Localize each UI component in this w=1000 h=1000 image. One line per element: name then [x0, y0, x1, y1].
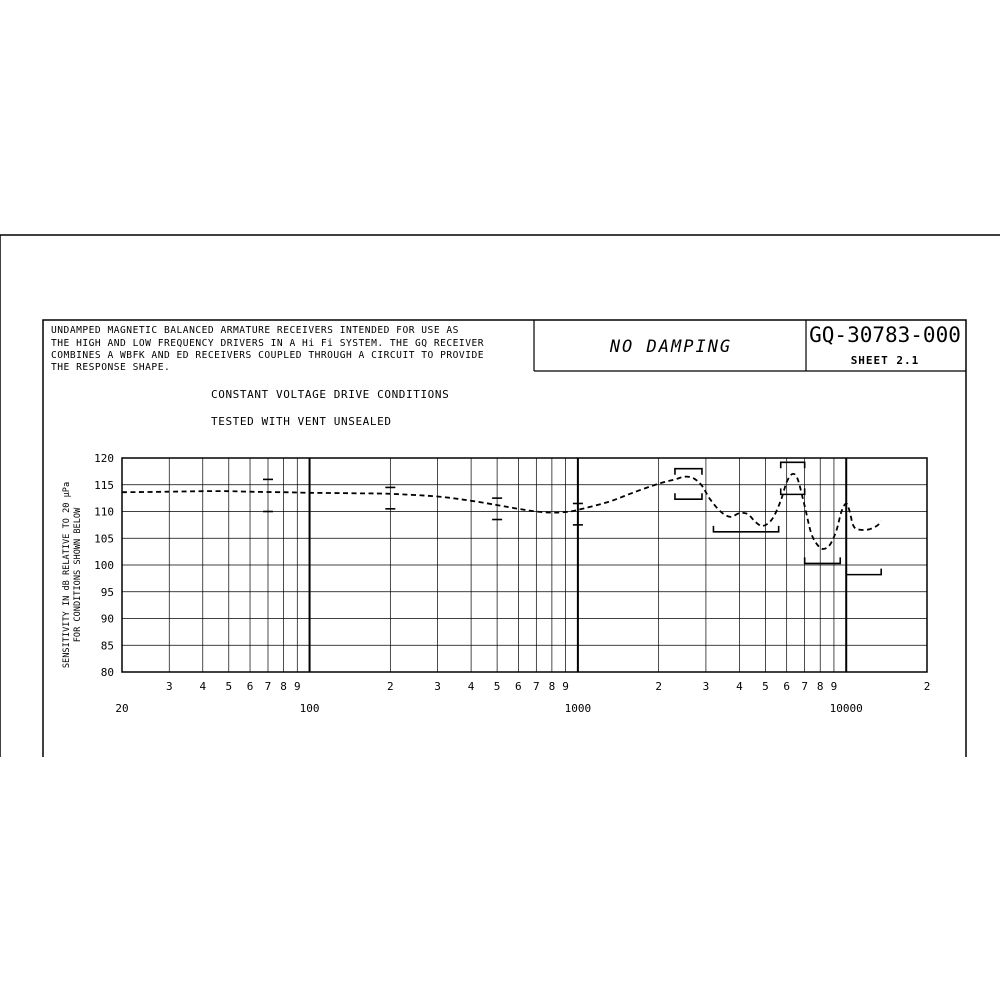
y-tick-label: 95	[100, 585, 114, 599]
vent-conditions: TESTED WITH VENT UNSEALED	[211, 415, 392, 428]
x-tick-label: 8	[280, 680, 287, 693]
y-axis-title-line-2: FOR CONDITIONS SHOWN BELOW	[73, 507, 83, 643]
chart-grid	[122, 458, 927, 672]
sheet-border	[0, 235, 1000, 757]
y-tick-label: 110	[94, 505, 114, 519]
x-tick-label: 5	[493, 680, 501, 693]
description-line-3: COMBINES A WBFK AND ED RECEIVERS COUPLED THROUGH A CIRCUIT TO PROVIDE	[51, 350, 485, 361]
x-tick-label: 6	[783, 680, 791, 693]
y-tick-label: 120	[94, 452, 114, 465]
x-tick-label: 9	[562, 680, 569, 693]
tolerance-bracket	[781, 462, 805, 468]
x-tick-label: 2	[923, 680, 931, 693]
x-tick-label: 3	[165, 680, 173, 693]
tolerance-bracket	[846, 569, 881, 575]
tolerance-bracket	[675, 493, 702, 499]
y-tick-label: 85	[100, 639, 114, 653]
x-tick-label: 3	[702, 680, 710, 693]
description-line-2: THE HIGH AND LOW FREQUENCY DRIVERS IN A Hi Fi SYSTEM. THE GQ RECEIVER	[51, 338, 485, 349]
y-tick-label: 115	[94, 478, 114, 492]
description-line-4: THE RESPONSE SHAPE.	[51, 362, 171, 373]
y-tick-label: 90	[100, 612, 114, 626]
y-axis-title	[62, 482, 83, 668]
x-tick-label: 8	[816, 680, 824, 693]
x-tick-label-decade: 100	[299, 702, 320, 715]
tolerance-bracket	[805, 557, 841, 563]
x-tick-label: 6	[515, 680, 522, 693]
drive-conditions: CONSTANT VOLTAGE DRIVE CONDITIONS	[211, 388, 450, 401]
x-tick-label: 7	[533, 680, 540, 693]
x-tick-label: 8	[548, 680, 556, 693]
x-tick-label: 2	[655, 680, 662, 693]
x-tick-label: 4	[736, 680, 743, 693]
x-tick-label: 9	[830, 680, 838, 693]
x-tick-label-decade: 1000	[564, 702, 592, 715]
y-tick-label: 105	[94, 532, 114, 546]
y-tick-label: 80	[100, 666, 114, 679]
part-number: GQ-30783-000	[809, 323, 961, 347]
x-tick-label-decade: 10000	[829, 702, 863, 715]
x-tick-label: 3	[434, 680, 441, 693]
x-tick-label: 6	[246, 680, 254, 693]
y-tick-label: 100	[94, 559, 114, 572]
description-block	[51, 325, 484, 373]
x-tick-label: 4	[467, 680, 475, 693]
x-tick-label: 7	[264, 680, 272, 693]
tolerance-bracket	[675, 469, 702, 475]
x-tick-label: 5	[225, 680, 233, 693]
description-line-1: UNDAMPED MAGNETIC BALANCED ARMATURE RECEIVERS INTENDED FOR USE AS	[51, 325, 459, 336]
x-tick-label: 7	[801, 680, 808, 693]
x-tick-label: 5	[762, 680, 769, 693]
x-tick-label: 4	[199, 680, 207, 693]
x-tick-label: 9	[293, 680, 301, 693]
x-tick-label: 2	[387, 680, 394, 693]
tolerance-bracket	[713, 526, 778, 532]
x-tick-label-decade: 20	[115, 702, 129, 715]
damping-label: NO DAMPING	[609, 337, 733, 357]
y-axis-title-line-1: SENSITIVITY IN dB RELATIVE TO 20 μPa	[62, 481, 72, 669]
sheet-label: SHEET 2.1	[850, 354, 920, 367]
